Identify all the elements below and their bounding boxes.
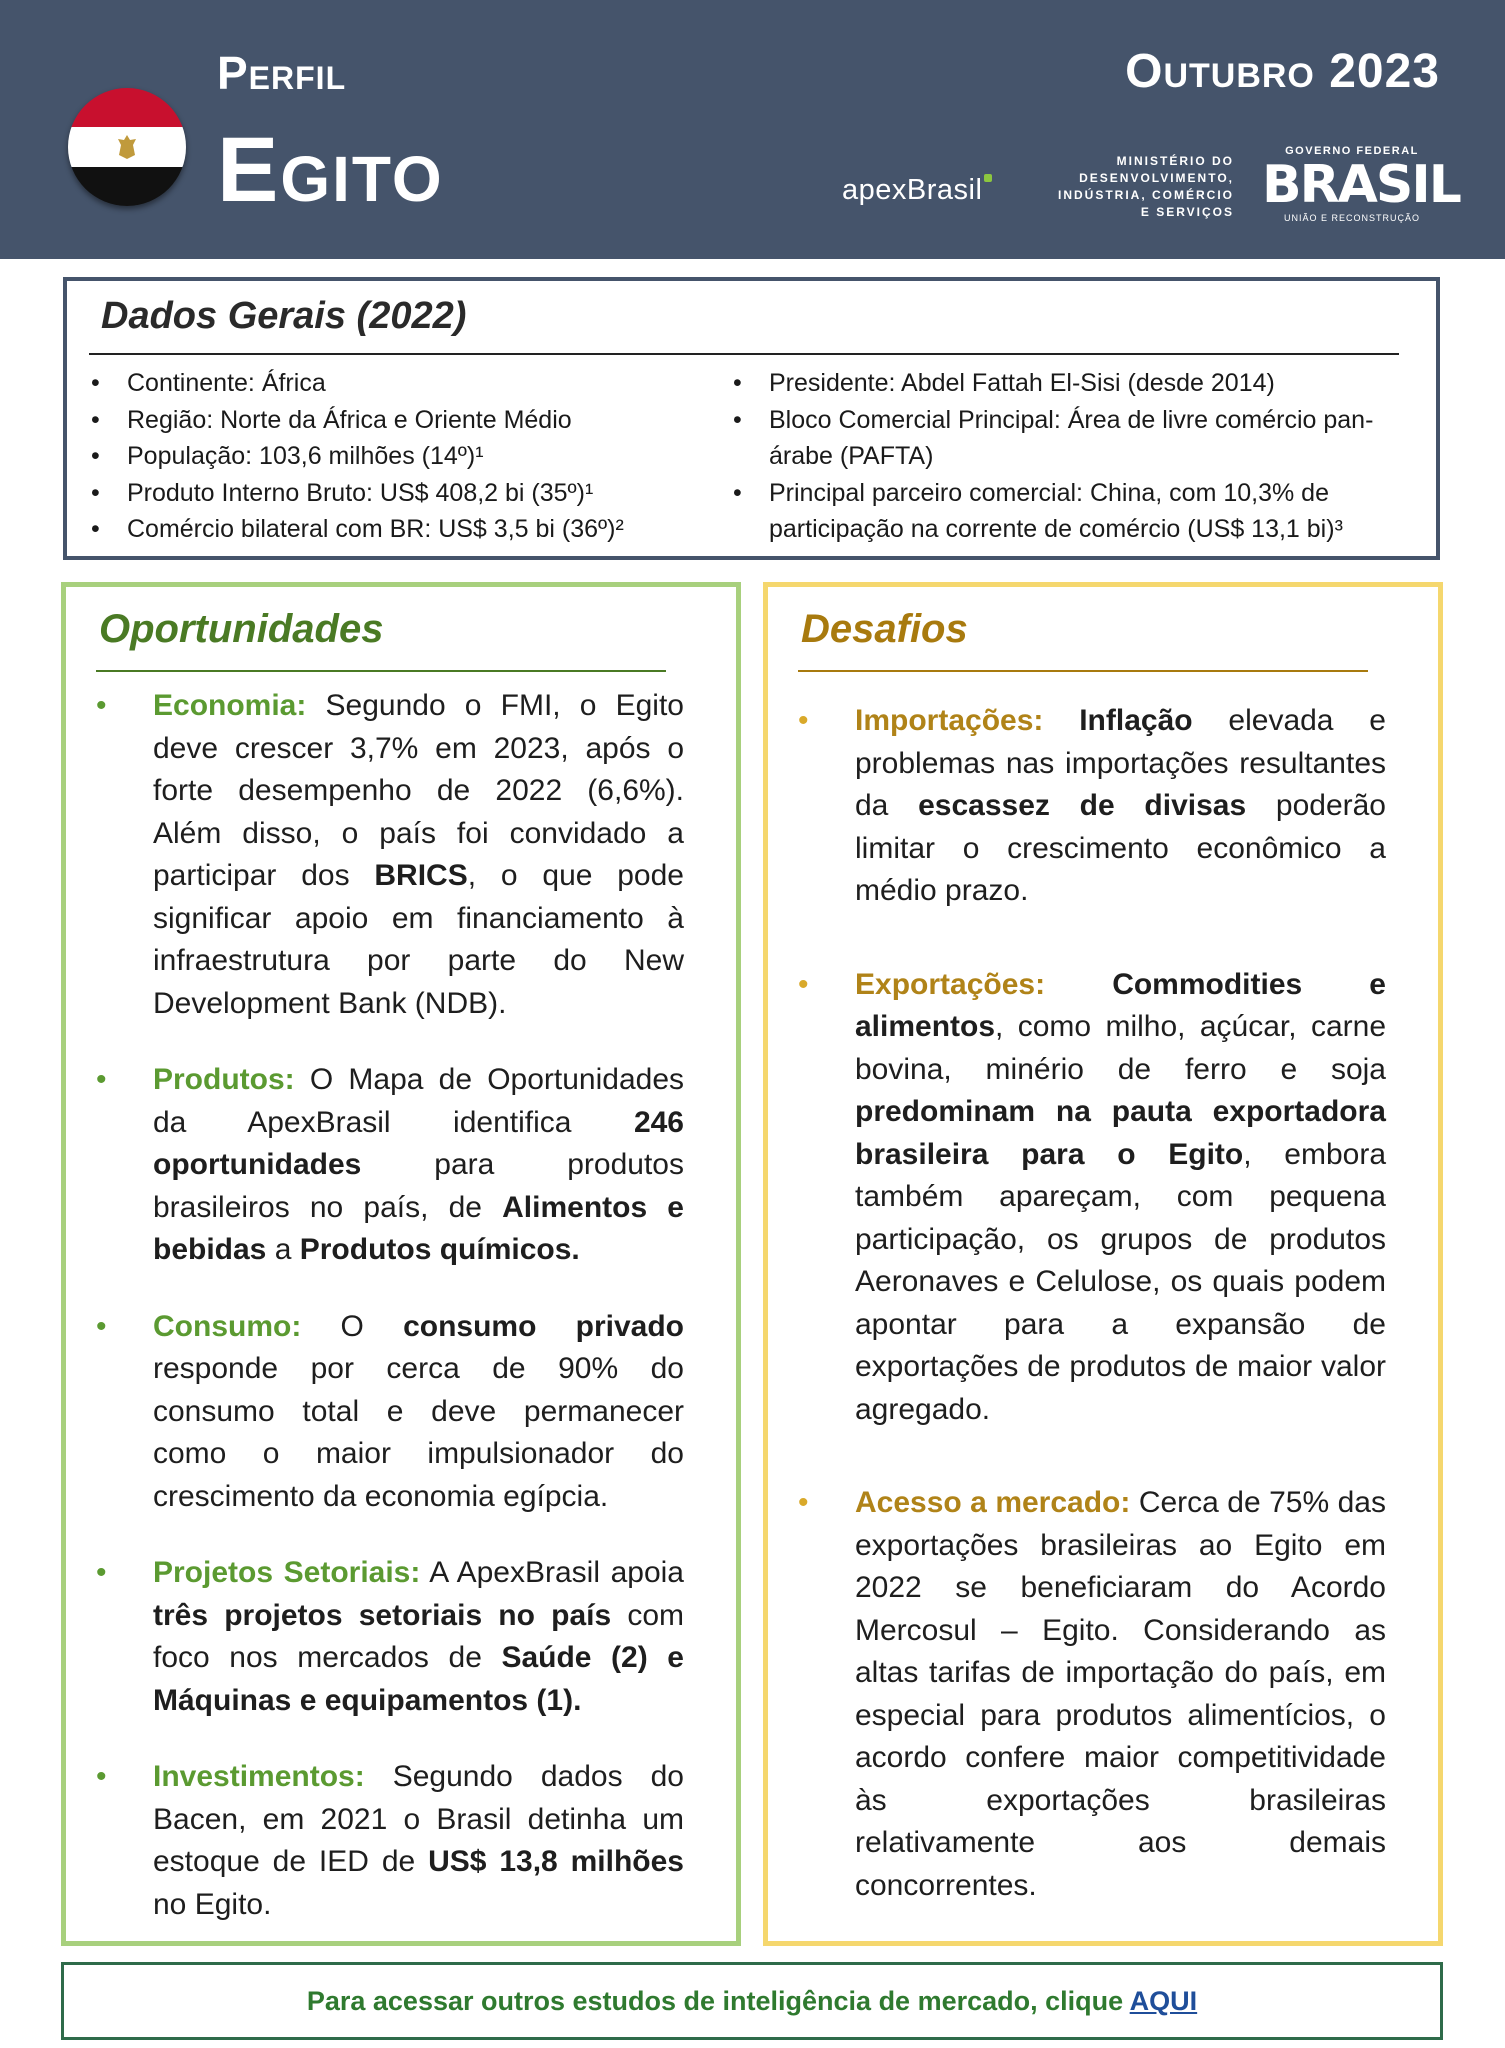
challenge-item-text: Commodities e alimentos: [855, 967, 1386, 1043]
challenge-item-text: [1045, 968, 1112, 1001]
more-studies-link[interactable]: AQUI: [1129, 1986, 1198, 2016]
challenge-item-text: predominam na pauta exportadora brasileira para o Egito: [855, 1095, 1386, 1171]
opportunity-item-label: Economia:: [153, 689, 307, 722]
government-logo: [1262, 145, 1460, 223]
challenge-item-text: elevada e problemas nas importações resultantes da: [855, 704, 1386, 822]
opportunity-item-text: para produtos brasileiros no país, de: [153, 1148, 684, 1224]
apexbrasil-logo: [842, 174, 992, 207]
challenge-item-text: , embora também apareçam, com pequena participação, os grupos de produtos Aeronaves e Celulose, os quais podem apontar para a expansão de exportações de produtos de maior valor agregado.: [855, 1137, 1386, 1426]
challenge-item-text: [1043, 704, 1079, 737]
challenges-list: [798, 700, 1386, 1941]
egypt-flag-icon: [68, 88, 186, 206]
general-data-title: Dados Gerais (2022): [101, 295, 467, 337]
opportunity-item-text: 246 oportunidades: [153, 1105, 684, 1181]
challenge-item-text: Cerca de 75% das exportações brasileiras ao Egito em 2022 se beneficiaram do Acordo Mercosul – Egito. Considerando as altas tarifas de importação do país, em especial para produtos alimentícios, o acordo confere maior competitividade às exportações brasileiras relativamente aos demais concorrentes.: [855, 1486, 1386, 1902]
opportunity-item-text: O Mapa de Oportunidades da ApexBrasil identifica: [153, 1063, 684, 1139]
list-item: • Região: Norte da África e Oriente Médio: [91, 402, 731, 439]
challenge-item-text: Inflação: [1079, 704, 1193, 737]
opportunity-item-text: três projetos setoriais no país: [153, 1598, 612, 1632]
challenge-item-label: Exportações:: [855, 967, 1046, 1001]
opportunity-item: [96, 1306, 684, 1519]
challenge-item: [798, 964, 1386, 1432]
list-item: • Continente: África: [91, 365, 731, 402]
opportunity-item-text: a: [266, 1233, 300, 1266]
opportunity-item: [96, 685, 684, 1025]
ministry-line: E SERVIÇOS: [1140, 205, 1234, 219]
opportunity-item-text: Segundo dados do Bacen, em 2021 o Brasil detinha um estoque de IED de: [153, 1760, 684, 1878]
opportunity-item-text: responde por cerca de 90% do consumo total e deve permanecer como o maior impulsionador do crescimento da economia egípcia.: [153, 1352, 684, 1513]
divider: [89, 353, 1399, 355]
opportunities-title: Oportunidades: [99, 607, 384, 651]
opportunity-item-text: Alimentos e bebidas: [153, 1190, 684, 1266]
challenge-item-text: poderão limitar o crescimento econômico a médio prazo.: [855, 789, 1386, 907]
opportunity-item-label: Projetos Setoriais:: [153, 1556, 421, 1589]
opportunity-item-label: Investimentos:: [153, 1760, 365, 1793]
gov-top-text: GOVERNO FEDERAL: [1285, 145, 1419, 157]
gov-sub-text: UNIÃO E RECONSTRUÇÃO: [1283, 213, 1420, 223]
opportunity-item-label: Consumo:: [153, 1309, 302, 1343]
challenge-item: [798, 700, 1386, 913]
list-item: • Produto Interno Bruto: US$ 408,2 bi (35º)¹: [91, 475, 731, 512]
opportunity-item-text: US$ 13,8 milhões: [428, 1845, 684, 1878]
challenge-item-label: Acesso a mercado:: [855, 1486, 1131, 1519]
opportunity-item-text: BRICS: [374, 859, 468, 892]
ministry-line: INDÚSTRIA, COMÉRCIO: [1058, 188, 1234, 202]
opportunity-item-text: com foco nos mercados de: [153, 1598, 685, 1674]
opportunity-item-text: A ApexBrasil apoia: [420, 1556, 684, 1589]
eagle-emblem-icon: [114, 133, 140, 161]
list-item: • Bloco Comercial Principal: Área de livre comércio pan-árabe (PAFTA): [733, 402, 1423, 475]
opportunity-item-text: no Egito.: [153, 1887, 272, 1921]
divider: [798, 670, 1368, 672]
opportunities-list: [96, 685, 684, 1960]
apexbrasil-logo-text: apexBrasil: [842, 174, 983, 206]
footer-banner: [61, 1962, 1443, 2040]
challenge-item: [798, 1482, 1386, 1907]
ministry-logo: [1040, 153, 1234, 221]
publication-date: Outubro 2023: [1125, 45, 1440, 98]
page-header: [0, 0, 1505, 259]
opportunity-item-label: Produtos:: [153, 1063, 295, 1096]
ministry-line: DESENVOLVIMENTO,: [1079, 171, 1234, 185]
opportunity-item: [96, 1552, 684, 1722]
opportunity-item-text: Produtos químicos.: [299, 1233, 580, 1266]
opportunity-item-text: , o que pode significar apoio em financiamento à infraestrutura por parte do New Development Bank (NDB).: [153, 859, 684, 1020]
list-item: • Presidente: Abdel Fattah El-Sisi (desde 2014): [733, 365, 1423, 402]
opportunity-item-text: consumo privado: [403, 1309, 684, 1343]
challenges-panel: [763, 582, 1443, 1946]
ministry-line: MINISTÉRIO DO: [1116, 154, 1234, 168]
opportunity-item-text: Saúde (2) e Máquinas e equipamentos (1).: [153, 1641, 684, 1717]
opportunity-item: [96, 1059, 684, 1272]
general-data-panel: [63, 277, 1440, 560]
divider: [96, 670, 666, 672]
general-data-right-list: [733, 365, 1423, 548]
footer-text: Para acessar outros estudos de inteligência de mercado, clique: [306, 1986, 1130, 2016]
opportunity-item-text: Segundo o FMI, o Egito deve crescer 3,7% em 2023, após o forte desempenho de 2022 (6,6%). Além disso, o país foi convidado a participar dos: [153, 689, 684, 892]
general-data-left-list: [91, 365, 731, 548]
challenges-title: Desafios: [801, 607, 968, 651]
opportunities-panel: [61, 582, 741, 1946]
page-title: Egito: [217, 119, 444, 221]
challenge-item-label: Importações:: [855, 704, 1044, 737]
profile-label: Perfil: [217, 47, 347, 99]
list-item: • Principal parceiro comercial: China, com 10,3% de participação na corrente de comércio (US$ 13,1 bi)³: [733, 475, 1423, 548]
challenge-item-text: , como milho, açúcar, carne bovina, minério de ferro e soja: [855, 1010, 1386, 1086]
opportunity-item-text: O: [301, 1309, 404, 1343]
gov-main-text: BRASIL: [1262, 155, 1460, 215]
challenge-item-text: escassez de divisas: [918, 789, 1247, 822]
list-item: • Comércio bilateral com BR: US$ 3,5 bi (36º)²: [91, 511, 731, 548]
list-item: • População: 103,6 milhões (14º)¹: [91, 438, 731, 475]
opportunity-item: [96, 1756, 684, 1926]
